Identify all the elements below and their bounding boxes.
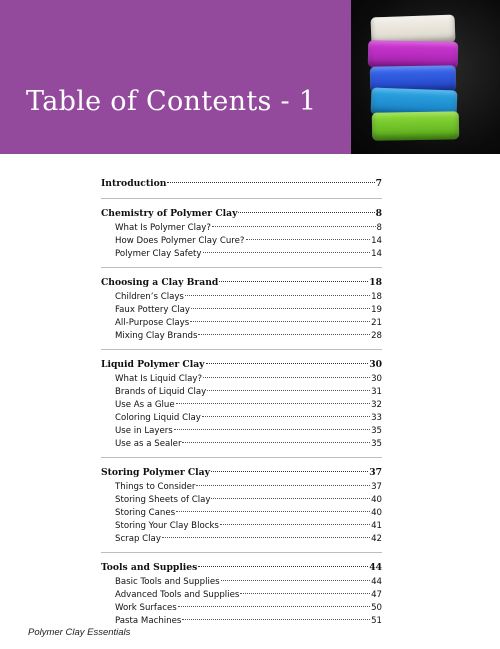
toc-chapter-entry[interactable] xyxy=(101,275,382,291)
toc-page-number: 40 xyxy=(371,495,382,505)
dot-leader xyxy=(176,511,370,512)
dot-leader xyxy=(203,252,371,253)
green-clay-block xyxy=(372,111,459,141)
toc-page-number: 7 xyxy=(375,178,382,189)
dot-leader xyxy=(176,403,370,404)
toc-subentry[interactable] xyxy=(101,412,382,425)
toc-entry-title: What Is Liquid Clay? xyxy=(115,374,203,384)
dot-leader xyxy=(246,239,371,240)
toc-entry-title: Use as a Sealer xyxy=(115,439,182,449)
toc-entry-title: Basic Tools and Supplies xyxy=(115,577,220,587)
toc-entry-title: Storing Sheets of Clay xyxy=(115,495,211,505)
toc-chapter-entry[interactable] xyxy=(101,357,382,373)
dot-leader xyxy=(219,281,368,282)
toc-subentry[interactable] xyxy=(101,533,382,546)
page-title: Table of Contents - 1 xyxy=(26,86,317,117)
toc-page-number: 37 xyxy=(371,482,382,492)
toc-page-number: 37 xyxy=(369,467,382,478)
toc-entry-title: How Does Polymer Clay Cure? xyxy=(115,236,245,246)
toc-subentry[interactable] xyxy=(101,589,382,602)
toc-page-number: 8 xyxy=(376,223,382,233)
toc-section xyxy=(101,275,382,350)
toc-entry-title: Advanced Tools and Supplies xyxy=(115,590,240,600)
toc-page-number: 28 xyxy=(371,331,382,341)
toc-entry-title: Coloring Liquid Clay xyxy=(115,413,201,423)
toc-subentry[interactable] xyxy=(101,507,382,520)
toc-subentry[interactable] xyxy=(101,399,382,412)
dot-leader xyxy=(211,471,368,472)
toc-entry-title: Liquid Polymer Clay xyxy=(101,359,205,370)
toc-entry-title: All-Purpose Clays xyxy=(115,318,190,328)
dot-leader xyxy=(196,485,370,486)
header-banner xyxy=(0,0,500,154)
toc-page-number: 19 xyxy=(371,305,382,315)
toc-subentry[interactable] xyxy=(101,330,382,343)
toc-page-number: 21 xyxy=(371,318,382,328)
toc-section xyxy=(101,465,382,553)
toc-entry-title: What Is Polymer Clay? xyxy=(115,223,211,233)
toc-entry-title: Introduction xyxy=(101,178,167,189)
toc-page-number: 44 xyxy=(371,577,382,587)
toc-entry-title: Use in Layers xyxy=(115,426,173,436)
toc-subentry[interactable] xyxy=(101,494,382,507)
toc-subentry[interactable] xyxy=(101,222,382,235)
toc-entry-title: Choosing a Clay Brand xyxy=(101,277,219,288)
toc-entry-title: Scrap Clay xyxy=(115,534,161,544)
toc-subentry[interactable] xyxy=(101,425,382,438)
toc-page-number: 14 xyxy=(371,249,382,259)
toc-subentry[interactable] xyxy=(101,291,382,304)
toc-entry-title: Storing Polymer Clay xyxy=(101,467,210,478)
toc-page-number: 14 xyxy=(371,236,382,246)
toc-subentry[interactable] xyxy=(101,576,382,589)
toc-entry-title: Pasta Machines xyxy=(115,616,182,626)
toc-page-number: 8 xyxy=(375,208,382,219)
dot-leader xyxy=(207,390,370,391)
toc-page-number: 31 xyxy=(371,387,382,397)
clay-blocks-photo xyxy=(351,0,500,154)
dot-leader xyxy=(182,619,370,620)
toc-page-number: 51 xyxy=(371,616,382,626)
toc-page-number: 44 xyxy=(369,562,382,573)
toc-entry-title: Chemistry of Polymer Clay xyxy=(101,208,238,219)
toc-subentry[interactable] xyxy=(101,373,382,386)
toc-page-number: 41 xyxy=(371,521,382,531)
dot-leader xyxy=(221,580,370,581)
dot-leader xyxy=(202,416,370,417)
toc-entry-title: Use As a Glue xyxy=(115,400,175,410)
toc-entry-title: Work Surfaces xyxy=(115,603,177,613)
toc-page-number: 35 xyxy=(371,426,382,436)
toc-entry-title: Storing Canes xyxy=(115,508,176,518)
toc-chapter-entry[interactable] xyxy=(101,176,382,192)
toc-entry-title: Children’s Clays xyxy=(115,292,184,302)
toc-page-number: 42 xyxy=(371,534,382,544)
toc-entry-title: Brands of Liquid Clay xyxy=(115,387,207,397)
toc-page-number: 30 xyxy=(369,359,382,370)
toc-subentry[interactable] xyxy=(101,438,382,451)
dot-leader xyxy=(211,498,370,499)
toc-entry-title: Polymer Clay Safety xyxy=(115,249,202,259)
dot-leader xyxy=(191,308,370,309)
toc-section xyxy=(101,560,382,634)
toc-section xyxy=(101,176,382,199)
toc-chapter-entry[interactable] xyxy=(101,206,382,222)
toc-entry-title: Things to Consider xyxy=(115,482,196,492)
toc-page-number: 32 xyxy=(371,400,382,410)
dot-leader xyxy=(174,429,370,430)
dot-leader xyxy=(198,566,368,567)
toc-subentry[interactable] xyxy=(101,481,382,494)
dot-leader xyxy=(182,442,370,443)
toc-subentry[interactable] xyxy=(101,520,382,533)
toc-page-number: 50 xyxy=(371,603,382,613)
dot-leader xyxy=(185,295,370,296)
toc-subentry[interactable] xyxy=(101,615,382,628)
toc-subentry[interactable] xyxy=(101,602,382,615)
toc-entry-title: Tools and Supplies xyxy=(101,562,198,573)
toc-entry-title: Faux Pottery Clay xyxy=(115,305,190,315)
table-of-contents xyxy=(101,176,382,641)
dot-leader xyxy=(206,363,369,364)
dot-leader xyxy=(178,606,370,607)
dot-leader xyxy=(220,524,370,525)
toc-page-number: 33 xyxy=(371,413,382,423)
toc-subentry[interactable] xyxy=(101,248,382,261)
toc-subentry[interactable] xyxy=(101,386,382,399)
dot-leader xyxy=(167,182,374,183)
toc-subentry[interactable] xyxy=(101,317,382,330)
dot-leader xyxy=(162,537,370,538)
toc-page-number: 30 xyxy=(371,374,382,384)
toc-chapter-entry[interactable] xyxy=(101,465,382,481)
footer-book-title: Polymer Clay Essentials xyxy=(28,627,131,638)
dot-leader xyxy=(240,593,370,594)
dot-leader xyxy=(190,321,370,322)
toc-page-number: 35 xyxy=(371,439,382,449)
dot-leader xyxy=(238,212,374,213)
toc-subentry[interactable] xyxy=(101,235,382,248)
toc-section xyxy=(101,206,382,268)
toc-page-number: 18 xyxy=(371,292,382,302)
toc-page-number: 40 xyxy=(371,508,382,518)
toc-page-number: 18 xyxy=(369,277,382,288)
toc-page-number: 47 xyxy=(371,590,382,600)
toc-subentry[interactable] xyxy=(101,304,382,317)
dot-leader xyxy=(212,226,376,227)
toc-entry-title: Storing Your Clay Blocks xyxy=(115,521,219,531)
toc-entry-title: Mixing Clay Brands xyxy=(115,331,198,341)
toc-chapter-entry[interactable] xyxy=(101,560,382,576)
toc-section xyxy=(101,357,382,458)
dot-leader xyxy=(203,377,370,378)
dot-leader xyxy=(198,334,370,335)
